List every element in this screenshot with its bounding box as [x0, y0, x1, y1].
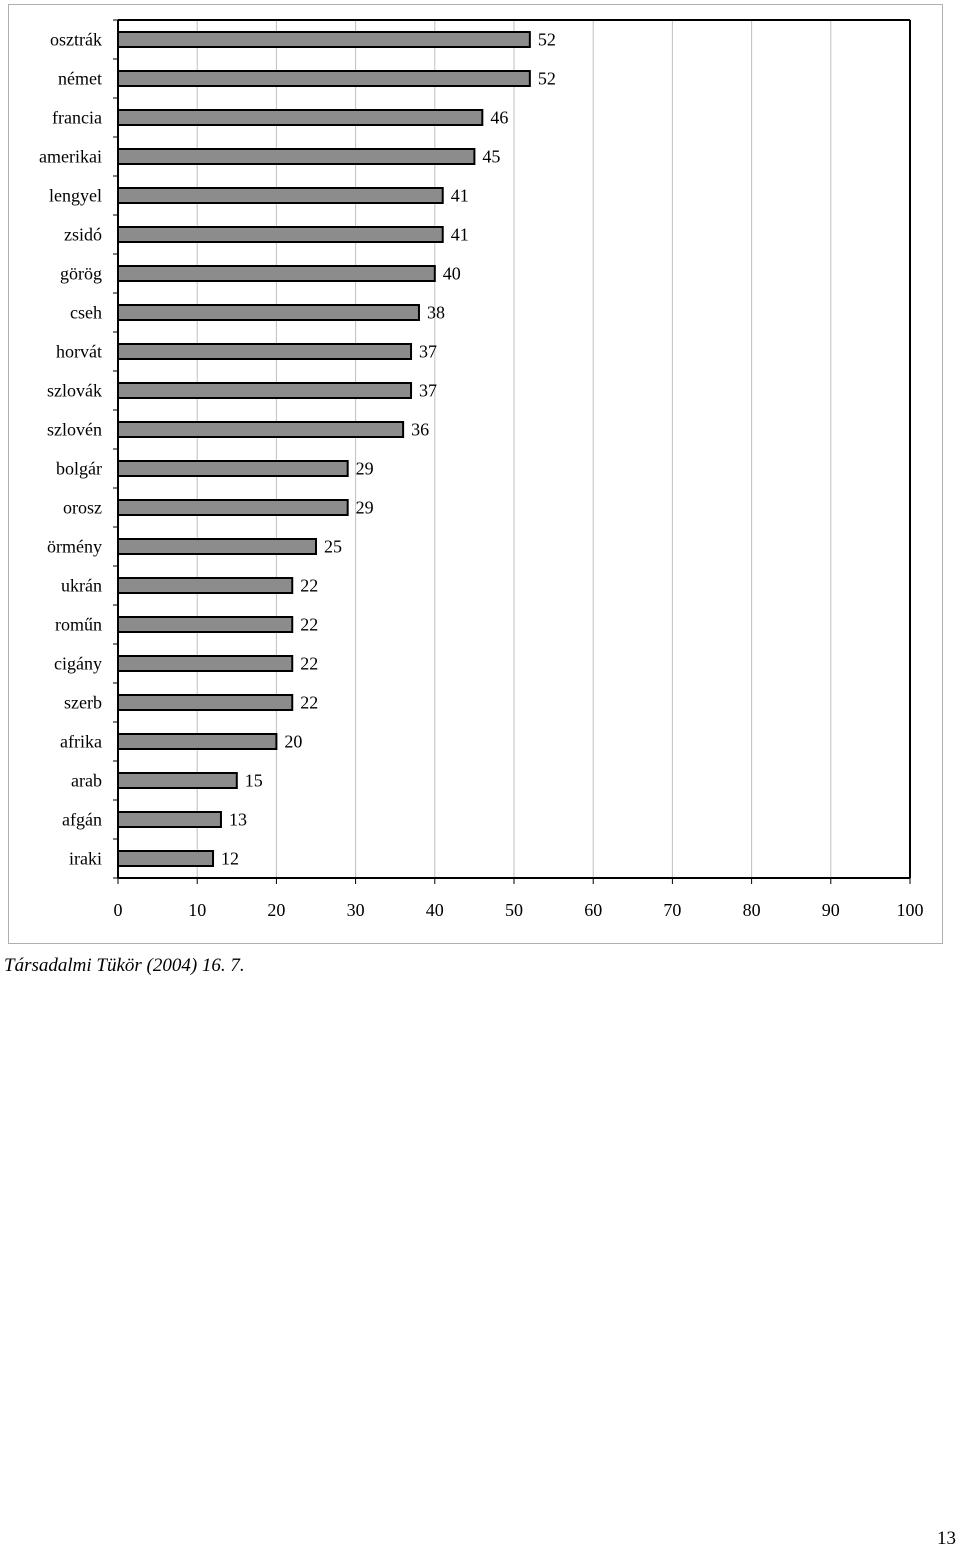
bar-10	[118, 422, 403, 437]
category-label-4: lengyel	[49, 185, 102, 206]
bar-1	[118, 71, 530, 86]
x-tick-label-2: 20	[267, 900, 286, 920]
data-label-5: 41	[450, 224, 469, 245]
bar-9	[118, 383, 411, 398]
bar-3	[118, 149, 474, 164]
chart-frame	[8, 4, 943, 944]
category-label-21: iraki	[69, 848, 102, 869]
data-label-9: 37	[419, 380, 438, 401]
x-tick-label-8: 80	[742, 900, 761, 920]
x-tick-label-10: 100	[896, 900, 924, 920]
category-label-9: szlovák	[47, 380, 102, 401]
data-label-13: 25	[324, 536, 342, 557]
category-label-7: cseh	[70, 302, 102, 323]
x-tick-label-9: 90	[821, 900, 840, 920]
data-label-7: 38	[426, 302, 445, 323]
bar-18	[118, 734, 276, 749]
bar-19	[118, 773, 237, 788]
x-tick-label-0: 0	[113, 900, 123, 920]
bar-5	[118, 227, 443, 242]
category-label-13: örmény	[47, 536, 102, 557]
data-label-20: 13	[228, 809, 247, 830]
data-label-3: 45	[482, 146, 501, 167]
bar-11	[118, 461, 348, 476]
x-tick-label-4: 40	[425, 900, 444, 920]
category-label-10: szlovén	[47, 419, 102, 440]
category-label-0: osztrák	[50, 29, 102, 50]
bar-15	[118, 617, 292, 632]
bar-6	[118, 266, 435, 281]
bar-17	[118, 695, 292, 710]
bar-12	[118, 500, 348, 515]
category-label-16: cigány	[54, 653, 102, 674]
category-label-6: görög	[60, 263, 102, 284]
bar-chart	[9, 5, 944, 945]
data-label-4: 41	[450, 185, 469, 206]
page-number: 13	[937, 1528, 956, 1549]
data-label-15: 22	[300, 614, 319, 635]
bar-13	[118, 539, 316, 554]
data-label-12: 29	[355, 497, 374, 518]
data-label-21: 12	[221, 848, 240, 869]
x-tick-label-7: 70	[663, 900, 682, 920]
bar-8	[118, 344, 411, 359]
data-label-19: 15	[244, 770, 263, 791]
category-label-15: roműn	[55, 614, 102, 635]
bar-16	[118, 656, 292, 671]
data-label-17: 22	[300, 692, 319, 713]
bar-7	[118, 305, 419, 320]
bar-4	[118, 188, 443, 203]
data-label-0: 52	[537, 29, 556, 50]
category-label-14: ukrán	[61, 575, 102, 596]
category-label-20: afgán	[62, 809, 102, 830]
data-label-2: 46	[490, 107, 509, 128]
x-tick-label-5: 50	[505, 900, 523, 920]
x-tick-label-3: 30	[346, 900, 365, 920]
category-label-12: orosz	[63, 497, 102, 518]
category-label-1: német	[58, 68, 102, 89]
category-label-5: zsidó	[64, 224, 102, 245]
source-note: Társadalmi Tükör (2004) 16. 7.	[4, 955, 245, 976]
category-label-18: afrika	[60, 731, 102, 752]
x-tick-label-6: 60	[584, 900, 603, 920]
data-label-8: 37	[419, 341, 438, 362]
category-label-2: francia	[52, 107, 102, 128]
data-label-11: 29	[355, 458, 374, 479]
data-label-6: 40	[442, 263, 461, 284]
category-label-17: szerb	[64, 692, 102, 713]
data-label-14: 22	[300, 575, 319, 596]
data-label-18: 20	[284, 731, 303, 752]
category-label-11: bolgár	[56, 458, 102, 479]
data-label-16: 22	[300, 653, 319, 674]
bar-2	[118, 110, 482, 125]
bar-0	[118, 32, 530, 47]
x-tick-label-1: 10	[188, 900, 207, 920]
data-label-10: 36	[411, 419, 430, 440]
category-label-3: amerikai	[39, 146, 102, 167]
bar-14	[118, 578, 292, 593]
bar-20	[118, 812, 221, 827]
data-label-1: 52	[537, 68, 556, 89]
category-label-19: arab	[71, 770, 102, 791]
bar-21	[118, 851, 213, 866]
category-label-8: horvát	[56, 341, 102, 362]
